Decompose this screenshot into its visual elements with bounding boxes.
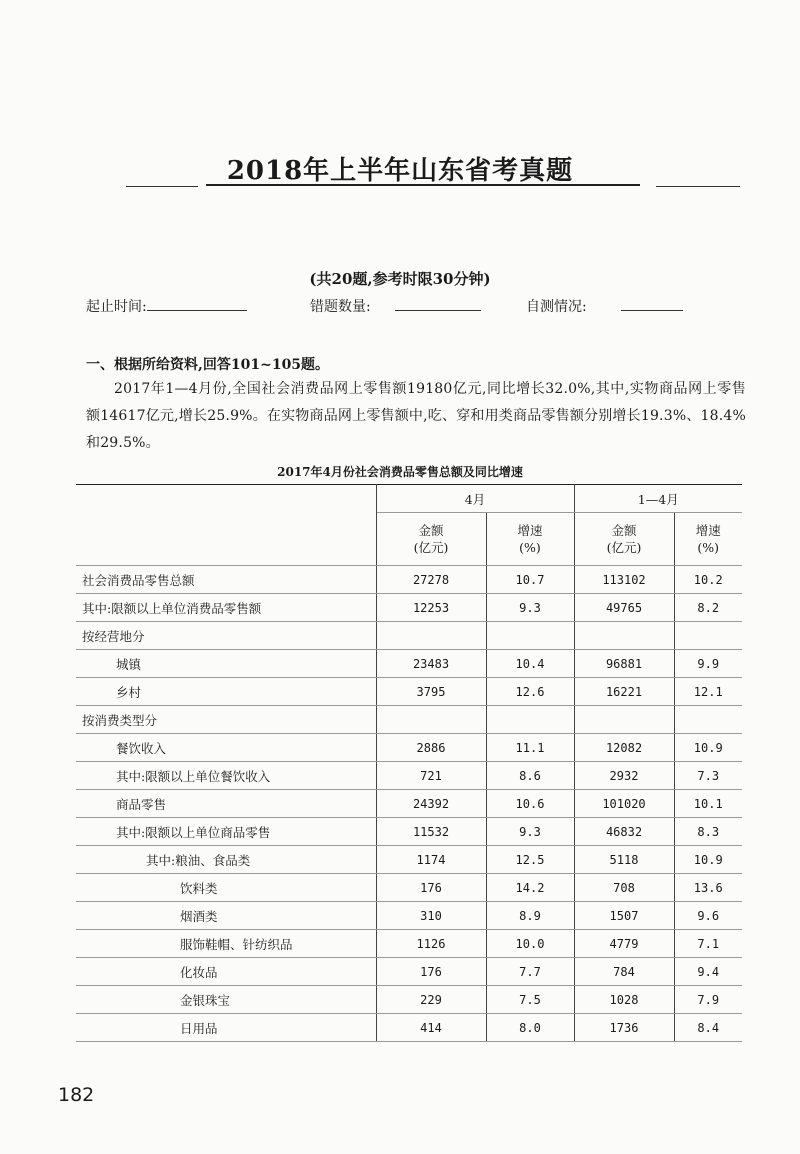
section-heading: 一、根据所给资料,回答101~105题。 <box>86 357 330 373</box>
growth-ytd-cell: 7.1 <box>674 930 742 958</box>
amount-ytd-cell: 1507 <box>574 902 674 930</box>
material-paragraph: 2017年1—4月份,全国社会消费品网上零售额19180亿元,同比增长32.0%,其中,实物商品网上零售额14617亿元,增长25.9%。在实物商品网上零售额中,吃、穿和用类商品零售额分别增长19.3%、18.4%和29.5%。 <box>86 381 746 451</box>
row-label: 饮料类 <box>76 874 376 902</box>
time-field <box>86 296 247 316</box>
row-label: 城镇 <box>76 650 376 678</box>
amount-ytd-cell: 12082 <box>574 734 674 762</box>
growth-apr-cell: 12.6 <box>486 678 574 706</box>
growth-apr-cell: 8.6 <box>486 762 574 790</box>
growth-ytd-cell <box>674 706 742 734</box>
amount-apr-cell: 2886 <box>376 734 486 762</box>
row-label: 烟酒类 <box>76 902 376 930</box>
table-row <box>76 958 742 986</box>
page-number: 182 <box>58 1084 95 1106</box>
growth-ytd-cell: 9.6 <box>674 902 742 930</box>
time-label: 起止时间: <box>86 299 147 315</box>
row-label: 其中:限额以上单位消费品零售额 <box>76 594 376 622</box>
table-row <box>76 790 742 818</box>
row-label: 金银珠宝 <box>76 986 376 1014</box>
amount-apr-cell: 721 <box>376 762 486 790</box>
amount-ytd-cell: 5118 <box>574 846 674 874</box>
table-row <box>76 594 742 622</box>
growth-apr-cell: 10.4 <box>486 650 574 678</box>
self-test-label: 自测情况: <box>526 299 587 315</box>
amount-apr-cell: 176 <box>376 874 486 902</box>
row-label: 乡村 <box>76 678 376 706</box>
amount-apr-cell: 3795 <box>376 678 486 706</box>
amount-ytd-cell: 49765 <box>574 594 674 622</box>
table-row <box>76 874 742 902</box>
growth-ytd-cell: 8.3 <box>674 818 742 846</box>
growth-ytd-cell: 12.1 <box>674 678 742 706</box>
table-row <box>76 650 742 678</box>
growth-apr-cell: 10.0 <box>486 930 574 958</box>
growth-apr-cell: 9.3 <box>486 818 574 846</box>
error-count-field <box>310 296 481 316</box>
col-header-amount-ytd: 金额 (亿元) <box>574 513 674 566</box>
exam-info: (共20题,参考时限30分钟) <box>309 270 491 288</box>
growth-ytd-cell: 10.9 <box>674 734 742 762</box>
growth-apr-cell <box>486 622 574 650</box>
time-blank[interactable] <box>147 296 247 311</box>
self-test-field <box>526 296 683 316</box>
growth-apr-cell: 10.6 <box>486 790 574 818</box>
growth-apr-cell: 12.5 <box>486 846 574 874</box>
col-header-growth-ytd: 增速 (%) <box>674 513 742 566</box>
growth-ytd-cell: 13.6 <box>674 874 742 902</box>
table-title: 2017年4月份社会消费品零售总额及同比增速 <box>277 465 523 479</box>
row-label: 餐饮收入 <box>76 734 376 762</box>
self-test-blank[interactable] <box>621 296 683 311</box>
amount-apr-cell: 12253 <box>376 594 486 622</box>
row-label: 其中:限额以上单位餐饮收入 <box>76 762 376 790</box>
amount-ytd-cell <box>574 706 674 734</box>
growth-apr-cell: 10.7 <box>486 566 574 594</box>
row-label: 化妆品 <box>76 958 376 986</box>
error-count-blank[interactable] <box>395 296 481 311</box>
growth-ytd-cell: 7.3 <box>674 762 742 790</box>
amount-apr-cell: 24392 <box>376 790 486 818</box>
table-row <box>76 622 742 650</box>
amount-ytd-cell: 1028 <box>574 986 674 1014</box>
growth-ytd-cell: 9.9 <box>674 650 742 678</box>
header-blank <box>76 485 376 566</box>
amount-ytd-cell: 96881 <box>574 650 674 678</box>
table-row <box>76 566 742 594</box>
growth-apr-cell: 8.9 <box>486 902 574 930</box>
growth-ytd-cell <box>674 622 742 650</box>
table-header-row-1 <box>76 485 742 513</box>
data-table <box>76 484 742 1042</box>
amount-apr-cell: 1174 <box>376 846 486 874</box>
amount-ytd-cell: 101020 <box>574 790 674 818</box>
table-row <box>76 1014 742 1042</box>
amount-ytd-cell: 16221 <box>574 678 674 706</box>
amount-ytd-cell: 46832 <box>574 818 674 846</box>
growth-apr-cell: 9.3 <box>486 594 574 622</box>
amount-apr-cell: 176 <box>376 958 486 986</box>
table-row <box>76 930 742 958</box>
amount-apr-cell: 414 <box>376 1014 486 1042</box>
amount-ytd-cell: 113102 <box>574 566 674 594</box>
growth-ytd-cell: 8.4 <box>674 1014 742 1042</box>
table-row <box>76 846 742 874</box>
amount-apr-cell: 229 <box>376 986 486 1014</box>
group-header-april: 4月 <box>376 485 574 513</box>
amount-apr-cell <box>376 622 486 650</box>
row-label: 社会消费品零售总额 <box>76 566 376 594</box>
amount-ytd-cell: 4779 <box>574 930 674 958</box>
growth-ytd-cell: 8.2 <box>674 594 742 622</box>
amount-apr-cell <box>376 706 486 734</box>
row-label: 其中:粮油、食品类 <box>76 846 376 874</box>
amount-apr-cell: 310 <box>376 902 486 930</box>
amount-ytd-cell: 784 <box>574 958 674 986</box>
growth-ytd-cell: 10.2 <box>674 566 742 594</box>
table-row <box>76 734 742 762</box>
growth-ytd-cell: 7.9 <box>674 986 742 1014</box>
amount-apr-cell: 23483 <box>376 650 486 678</box>
growth-apr-cell: 14.2 <box>486 874 574 902</box>
growth-apr-cell: 7.5 <box>486 986 574 1014</box>
amount-apr-cell: 1126 <box>376 930 486 958</box>
growth-ytd-cell: 10.9 <box>674 846 742 874</box>
row-label: 按经营地分 <box>76 622 376 650</box>
growth-apr-cell: 8.0 <box>486 1014 574 1042</box>
growth-apr-cell: 11.1 <box>486 734 574 762</box>
row-label: 商品零售 <box>76 790 376 818</box>
growth-apr-cell: 7.7 <box>486 958 574 986</box>
growth-apr-cell <box>486 706 574 734</box>
amount-apr-cell: 27278 <box>376 566 486 594</box>
table-row <box>76 818 742 846</box>
col-header-growth-apr: 增速 (%) <box>486 513 574 566</box>
amount-ytd-cell: 1736 <box>574 1014 674 1042</box>
amount-ytd-cell <box>574 622 674 650</box>
col-header-amount-apr: 金额 (亿元) <box>376 513 486 566</box>
table-row <box>76 902 742 930</box>
row-label: 服饰鞋帽、针纺织品 <box>76 930 376 958</box>
table-row <box>76 986 742 1014</box>
amount-ytd-cell: 2932 <box>574 762 674 790</box>
group-header-jan-apr: 1—4月 <box>574 485 742 513</box>
table-row <box>76 706 742 734</box>
error-count-label: 错题数量: <box>310 299 371 315</box>
amount-ytd-cell: 708 <box>574 874 674 902</box>
table-row <box>76 762 742 790</box>
amount-apr-cell: 11532 <box>376 818 486 846</box>
row-label: 按消费类型分 <box>76 706 376 734</box>
growth-ytd-cell: 10.1 <box>674 790 742 818</box>
table-row <box>76 678 742 706</box>
growth-ytd-cell: 9.4 <box>674 958 742 986</box>
row-label: 日用品 <box>76 1014 376 1042</box>
page-title: 2018年上半年山东省考真题 <box>226 156 574 186</box>
row-label: 其中:限额以上单位商品零售 <box>76 818 376 846</box>
table-body <box>76 566 742 1042</box>
